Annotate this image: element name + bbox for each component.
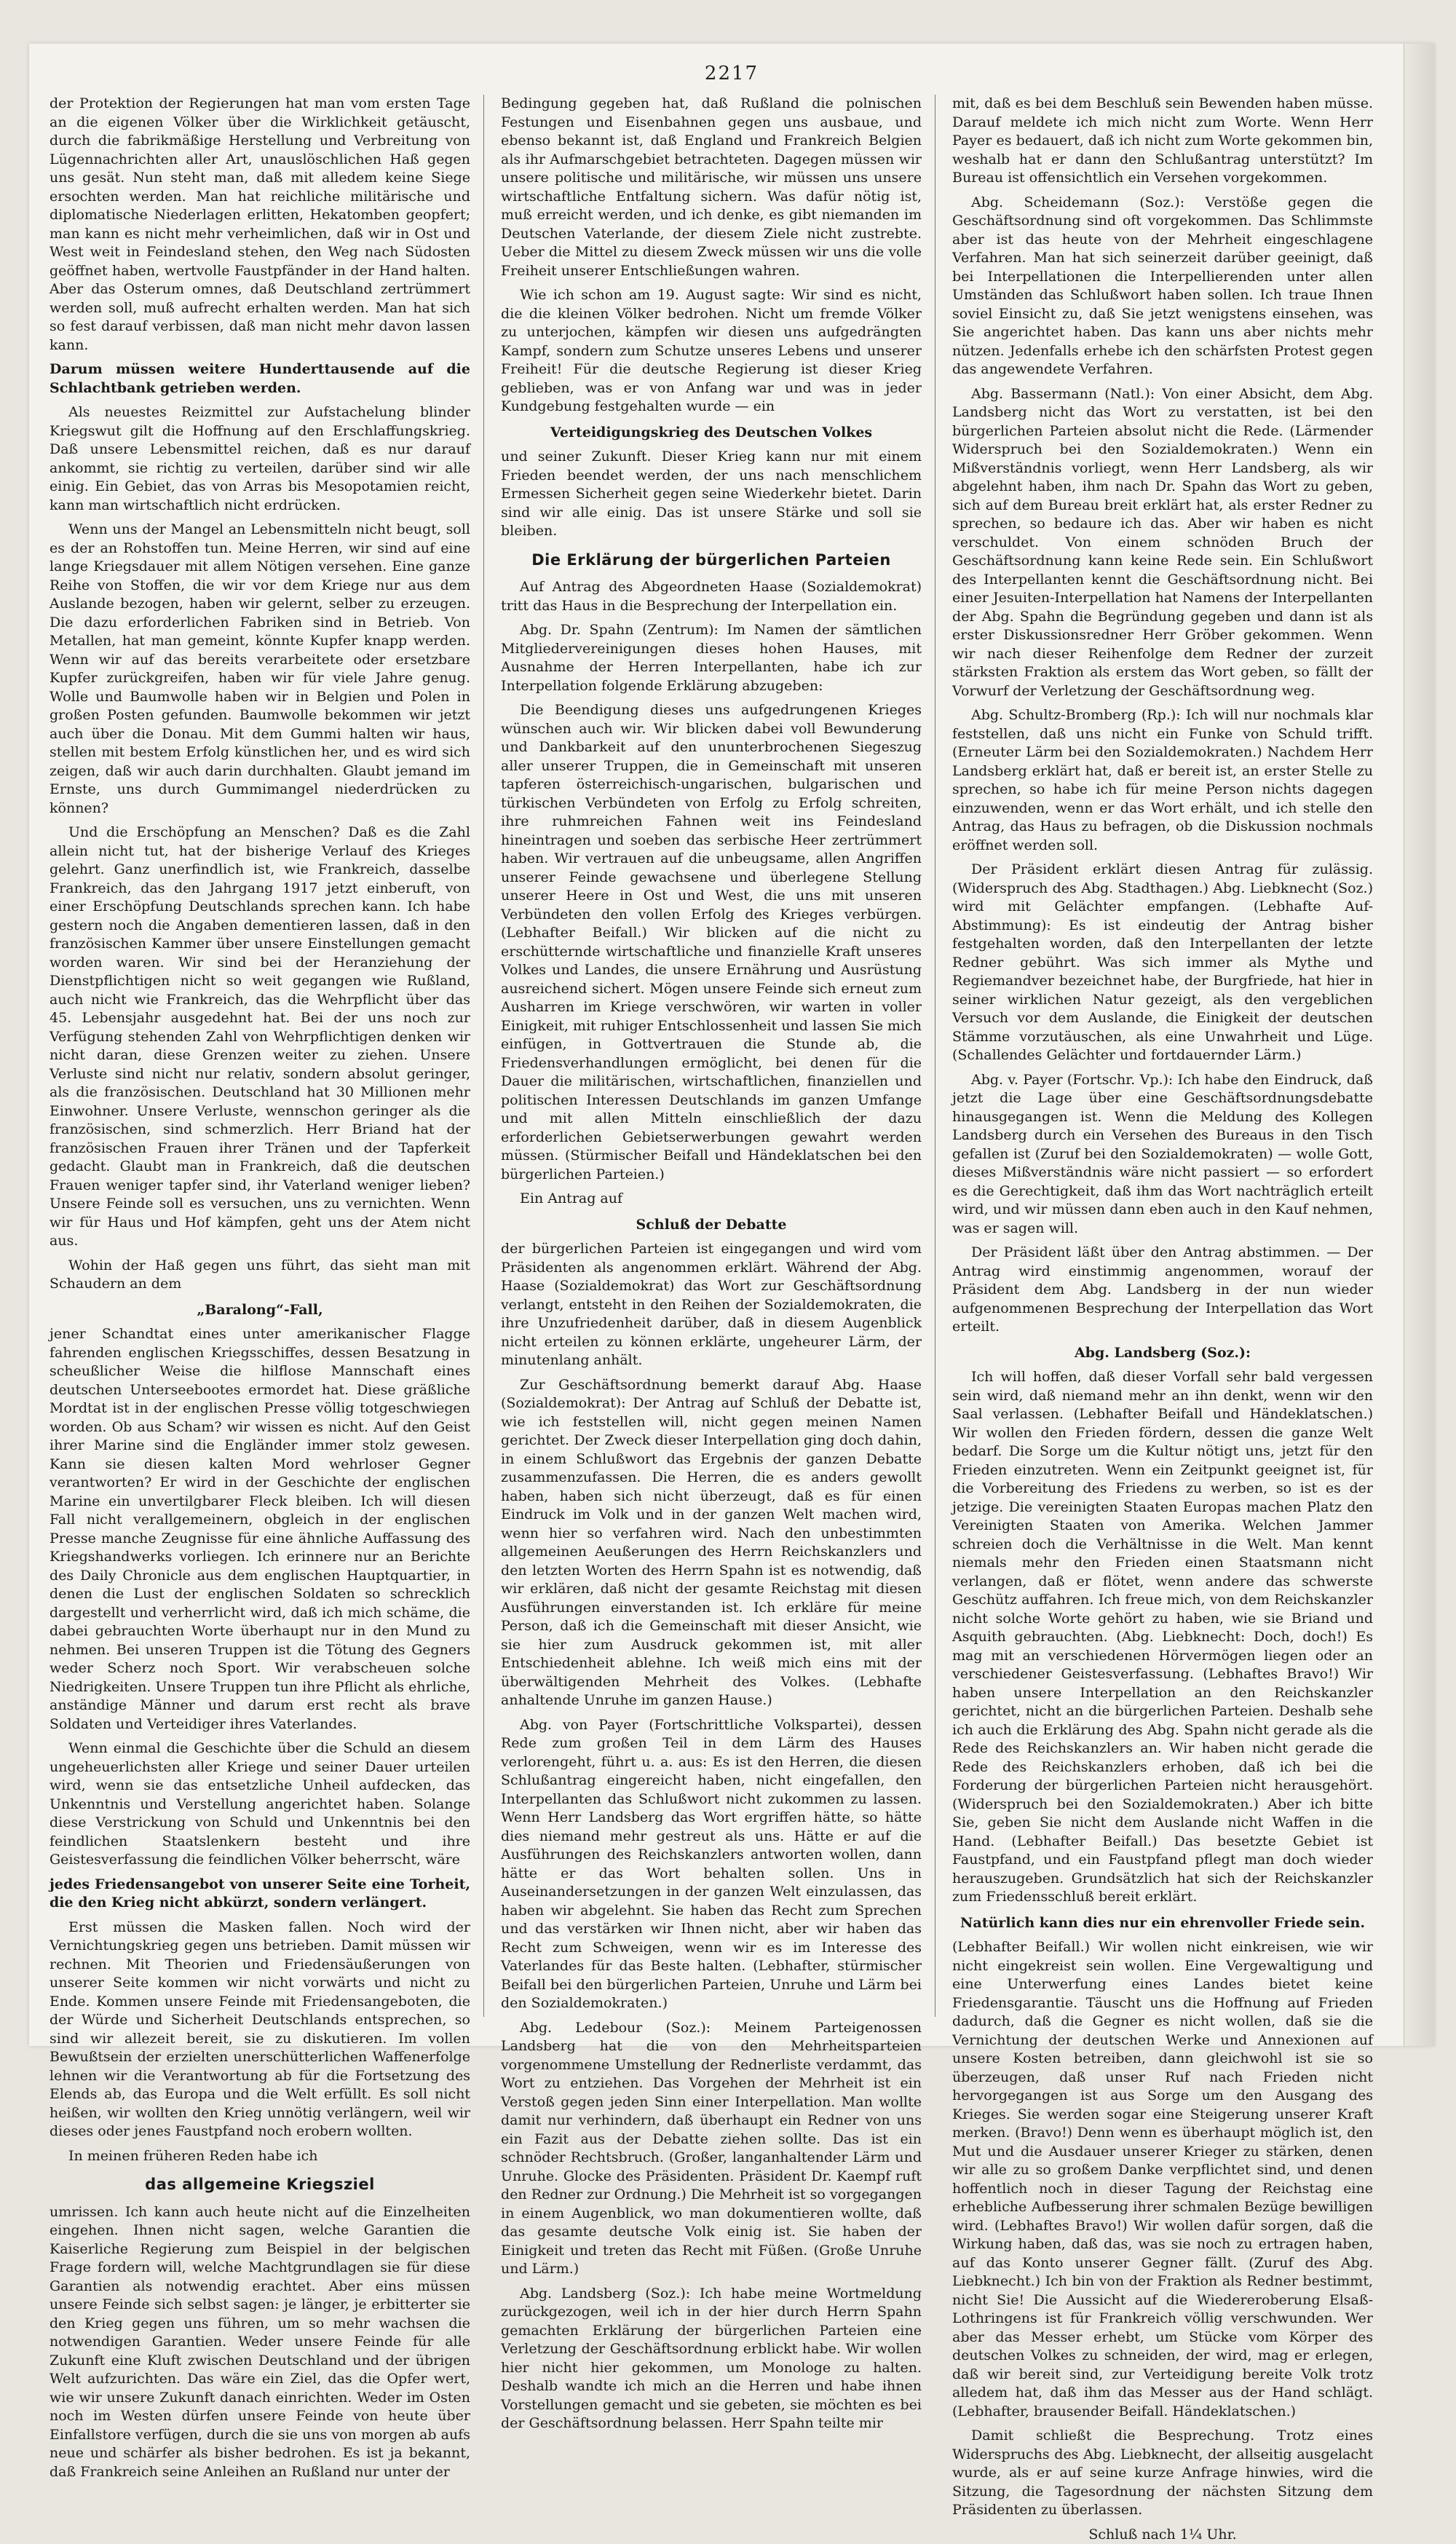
paragraph: umrissen. Ich kann auch heute nicht auf die Einzelheiten eingehen. Ihnen nicht sagen, welche Garantien die Kaiserliche Regierung zum Beispiel in der belgischen Frage fordern will, welche Machtgrundlagen sie für diese Garantien als notwendig erachtet. Aber eins müssen unsere Feinde sich selbst sagen: je länger, je erbitterter sie den Krieg gegen uns führen, um so mehr wachsen die notwendigen Garantien. Weder unsere Feinde für alle Zukunft eine Kluft zwischen Deutschland und der übrigen Welt aufzurichten. Das wäre ein Ziel, das die Opfer wert, wie wir unsere Zukunft danach einrichten. Weder im Osten noch im Westen dürfen unsere Feinde von heute über Einfallstore verfügen, durch die sie uns von morgen ab aufs neue und schärfer als bisher bedrohen. Es ist ja bekannt, daß Frankreich seine Anleihen an Rußland nur unter der [50,2203,470,2482]
subheading: Darum müssen weitere Hunderttausende auf die Schlachtbank getrieben werden. [50,360,470,398]
paragraph: mit, daß es bei dem Beschluß sein Bewenden haben müsse. Darauf meldete ich mich nicht zum Worte. Wenn Herr Payer es bedauert, daß ich nicht zum Worte gekommen bin, weshalb hat er dann den Schlußantrag unterstützt? Im Bureau ist offensichtlich ein Versehen vorgekommen. [952,95,1373,188]
section-heading: Verteidigungskrieg des Deutschen Volkes [501,424,922,443]
newspaper-page [29,44,1434,2046]
paragraph: und seiner Zukunft. Dieser Krieg kann nur mit einem Frieden beendet werden, der uns nach menschlichem Ermessen Sicherheit gegen seine Wiederkehr bietet. Darin sind wir alle einig. Das ist unsere Stärke und soll sie bleiben. [501,448,922,541]
paragraph: Und die Erschöpfung an Menschen? Daß es die Zahl allein nicht tut, hat der bisherige Verlauf des Krieges gelehrt. Ganz unerfindlich ist, wie Frankreich, dasselbe Frankreich, das den Jahrgang 1917 jetzt einberuft, von einer Erschöpfung Deutschlands sprechen kann. Ich habe gestern noch die Angaben dementieren lassen, daß in den französischen Kammer über unsere Einstellungen gemacht worden waren. Wir sind bei der Heranziehung der Dienstpflichtigen nicht so weit gegangen wie Rußland, auch nicht wie Frankreich, das die Wehrpflicht über das 45. Lebensjahr ausgedehnt hat. Bei der uns noch zur Verfügung stehenden Zahl von Wehrpflichtigen denken wir nicht daran, diese Grenzen weiter zu ziehen. Unsere Verluste sind nicht nur relativ, sondern absolut geringer, als die französischen. Deutschland hat 30 Millionen mehr Einwohner. Unsere Verluste, wennschon geringer als die französischen, sind schmerzlich. Herr Briand hat der französischen Frauen ihrer Tränen und der Tapferkeit gedacht. Glaubt man in Frankreich, daß die deutschen Frauen weniger tapfer sind, ihr Vaterland weniger lieben? Unsere Feinde soll es versuchen, uns zu vernichten. Wenn wir für Haus und Hof kämpfen, geht uns der Atem nicht aus. [50,823,470,1251]
paragraph: Damit schließt die Besprechung. Trotz eines Widerspruchs des Abg. Liebknecht, der allseitig ausgelacht wurde, als er auf seine kurze Anfrage hinwies, wird die Sitzung, die Tagesordnung der nächsten Sitzung dem Präsidenten zu überlassen. [952,2427,1373,2520]
paragraph: Wenn einmal die Geschichte über die Schuld an diesem ungeheuerlichsten aller Kriege und seiner Dauer urteilen wird, wenn sie das entsetzliche Unheil aufdecken, das Unkenntnis und Verstellung angerichtet haben. Solange diese Verstrickung von Schuld und Unkenntnis bei den feindlichen Staatslenkern besteht und ihre Geistesverfassung die feindlichen Völker beherrscht, wäre [50,1739,470,1870]
paragraph: Ein Antrag auf [501,1190,922,1209]
paragraph: Wohin der Haß gegen uns führt, das sieht man mit Schaudern an dem [50,1257,470,1294]
section-heading: Natürlich kann dies nur ein ehrenvoller Friede sein. [952,1914,1373,1933]
paragraph: Abg. Schultz-Bromberg (Rp.): Ich will nur nochmals klar feststellen, daß uns nicht ein Funke von Schuld trifft. (Erneuter Lärm bei den Sozialdemokraten.) Nachdem Herr Landsberg erklärt hat, daß er bereit ist, an erster Stelle zu sprechen, so habe ich für meine Person nichts dagegen einzuwenden, wenn er das Wort erhält, und ich stelle den Antrag, das Haus zu befragen, ob die Diskussion nochmals eröffnet werden soll. [952,706,1373,855]
paragraph: Wenn uns der Mangel an Lebensmitteln nicht beugt, soll es der an Rohstoffen tun. Meine Herren, wir sind auf eine lange Kriegsdauer mit allem Nötigen versehen. Eine ganze Reihe von Stoffen, die wir vor dem Kriege nur aus dem Auslande bezogen, haben wir gelernt, selber zu erzeugen. Die dazu erforderlichen Fabriken sind in Betrieb. Von Metallen, hat man gemeint, könnte Kupfer knapp werden. Wenn wir auf das bereits verarbeitete oder ersetzbare Kupfer zurückgreifen, haben wir für viele Jahre genug. Wolle und Baumwolle haben wir in Belgien und Polen in großen Posten gefunden. Baumwolle bekommen wir jetzt auch über die Donau. Mit dem Gummi halten wir haus, stellen mit bestem Erfolg künstlichen her, und es wird sich zeigen, daß wir auch darin durchhalten. Glaubt jemand im Ernste, uns durch Gummimangel niederdrücken zu können? [50,521,470,818]
section-heading: Schluß der Debatte [501,1216,922,1235]
paragraph: (Lebhafter Beifall.) Wir wollen nicht einkreisen, wie wir nicht eingekreist sein wollen. Eine Vergewaltigung und eine Unterwerfung eines Landes bietet keine Friedensgarantie. Täuscht uns die Hoffnung auf Frieden dadurch, daß die Gegner es nicht wollen, daß sie die Vernichtung der deutschen Werke und Annexionen auf unsere Kosten betreiben, dann gleichwohl ist sie so überzeugen, daß unser Ruf nach Frieden nicht hervorgegangen ist aus Sorge um den Ausgang des Krieges. Sie werden sogar eine Steigerung unserer Kraft merken. (Bravo!) Denn wenn es überhaupt möglich ist, den Mut und die Ausdauer unserer Krieger zu stärken, denen wir alle zu so großem Danke verpflichtet sind, und denen hoffentlich noch in dieser Tagung der Reichstag eine erhebliche Aufbesserung ihrer schmalen Bezüge bewilligen wird. (Lebhaftes Bravo!) Wir wollen dafür sorgen, daß die Wirkung haben, daß das, was sie noch zu ertragen haben, auf das Konto unserer Gegner fällt. (Zuruf des Abg. Liebknecht.) Ich bin von der Fraktion als Redner bestimmt, nicht Sie! Die Aussicht auf die Wiedereroberung Elsaß-Lothringens ist für Frankreich völlig verschwunden. Wer aber das Messer erhebt, um Stücke vom Körper des deutschen Volkes zu schneiden, der wird, mag er erlegen, daß wir bereit sind, zur Verteidigung bereite Volk trotz alledem hat, daß ihm das Messer aus der Hand schlägt. (Lebhafter, brausender Beifall. Händeklatschen.) [952,1938,1373,2421]
section-heading: Abg. Landsberg (Soz.): [952,1344,1373,1363]
paragraph: Abg. Ledebour (Soz.): Meinem Parteigenossen Landsberg hat die von den Mehrheitsparteien vorgenommene Umstellung der Rednerliste verdammt, das Wort zu entziehen. Das Vorgehen der Mehrheit ist ein Verstoß gegen jeden Sinn einer Interpellation. Man wollte damit nur verhindern, daß überhaupt ein Redner von uns ein Fazit aus der Debatte ziehen sollte. Das ist ein schnöder Rechtsbruch. (Großer, langanhaltender Lärm und Unruhe. Glocke des Präsidenten. Präsident Dr. Kaempf ruft den Redner zur Ordnung.) Die Mehrheit ist so vorgegangen in einem Augenblick, wo man dokumentieren wollte, daß das gesamte deutsche Volk einig ist. Sie haben der Einigkeit und treten das Recht mit Füßen. (Große Unruhe und Lärm.) [501,2019,922,2279]
paragraph: Wie ich schon am 19. August sagte: Wir sind es nicht, die die kleinen Völker bedrohen. Nicht um fremde Völker zu unterjochen, kämpfen wir diesen uns aufgedrängten Kampf, sondern zum Schutze unseres Lebens und unserer Freiheit! Für die deutsche Regierung ist dieser Krieg geblieben, was er von Anfang war und was in jeder Kundgebung festgehalten wurde — ein [501,286,922,416]
paragraph: Abg. Dr. Spahn (Zentrum): Im Namen der sämtlichen Mitgliedervereinigungen dieses hohen Hauses, mit Ausnahme der Herren Interpellanten, habe ich zur Interpellation folgende Erklärung abzugeben: [501,621,922,695]
closing-line: Schluß nach 1¼ Uhr. [952,2526,1373,2544]
paragraph: Der Präsident erklärt diesen Antrag für zulässig. (Widerspruch des Abg. Stadthagen.) Abg. Liebknecht (Soz.) wird mit Gelächter empfangen. (Lebhafte Auf-Abstimmung): Es ist eindeutig der Antrag bisher festgehalten worden, daß den Interpellanten der letzte Redner gebührt. Was sich immer als Mythe und Regiemandver bezeichnet habe, der Burgfriede, hat hier in seiner wirklichen Natur gezeigt, als den vergeblichen Versuch vor dem Auslande, die Einigkeit der deutschen Stämme vorzutäuschen, als eine Unwahrheit und Lüge. (Schallendes Gelächter und fortdauernder Lärm.) [952,861,1373,1065]
paragraph: Die Beendigung dieses uns aufgedrungenen Krieges wünschen auch wir. Wir blicken dabei voll Bewunderung und Dankbarkeit auf den ununterbrochenen Siegeszug aller unserer Truppen, die in Gemeinschaft mit unseren tapferen österreichisch-ungarischen, bulgarischen und türkischen Verbündeten von Erfolg zu Erfolg schreiten, ihre ruhmreichen Fahnen weit ins Feindesland hineintragen und soeben das serbische Heer zertrümmert haben. Wir vertrauen auf die unbeugsame, allen Angriffen unserer Feinde gewachsene und überlegene Stellung unserer Heere in Ost und West, die uns mit unseren Verbündeten den vollen Erfolg des Krieges verbürgen. (Lebhafter Beifall.) Wir blicken auf die nicht zu erschütternde wirtschaftliche und finanzielle Kraft unseres Volkes und Landes, die unsere Ernährung und Ausrüstung ausreichend sichert. Mögen unsere Feinde sich erneut zum Ausharren im Kriege verschwören, wir warten in voller Einigkeit, mit ruhiger Entschlossenheit und lassen Sie mich einfügen, in Gottvertrauen die Stunde ab, die Friedensverhandlungen ermöglicht, bei denen für die Dauer die militärischen, wirtschaftlichen, finanziellen und politischen Interessen Deutschlands im ganzen Umfange und mit allen Mitteln einschließlich der dazu erforderlichen Gebietserwerbungen gewahrt werden müssen. (Stürmischer Beifall und Händeklatschen bei den bürgerlichen Parteien.) [501,701,922,1184]
paragraph: Bedingung gegeben hat, daß Rußland die polnischen Festungen und Eisenbahnen gegen uns ausbaue, und ebenso bekannt ist, daß England und Frankreich Belgien als ihr Aufmarschgebiet betrachteten. Dagegen müssen wir unsere politische und militärische, wir müssen uns unsere wirtschaftliche Entfaltung sichern. Was dafür nötig ist, muß erreicht werden, und ich denke, es gibt niemanden im Deutschen Vaterlande, der diesem Ziele nicht zustrebte. Ueber die Mittel zu diesem Zweck müssen wir uns die volle Freiheit unserer Entschließungen wahren. [501,95,922,280]
column-3 [952,95,1373,2017]
page-edge [1404,44,1435,2046]
paragraph: jener Schandtat eines unter amerikanischer Flagge fahrenden englischen Kriegsschiffes, dessen Besatzung in scheußlicher Weise die hilflose Mannschaft eines deutschen Unterseebootes ermordet hat. Diese gräßliche Mordtat ist in der englischen Presse völlig totgeschwiegen worden. Ob aus Scham? wir wissen es nicht. Auf den Geist ihrer Marine sind die Engländer immer stolz gewesen. Kann sie diesen kalten Mord wehrloser Gegner verantworten? Er wird in der Geschichte der englischen Marine ein unvertilgbarer Fleck bleiben. Ich will diesen Fall nicht verallgemeinern, obgleich in der englischen Presse manche Zeugnisse für eine ähnliche Auffassung des Kriegshandwerks vorliegen. Ich erinnere nur an Berichte des Daily Chronicle aus dem englischen Hauptquartier, in denen die Lust der englischen Soldaten so schrecklich dargestellt und verherrlicht wird, daß ich mich schäme, die dabei gebrauchten Worte überhaupt nur in den Mund zu nehmen. Bei unseren Truppen ist die Tötung des Gegners weder Scherz noch Sport. Wir verabscheuen solche Niedrigkeiten. Unsere Truppen tun ihre Pflicht als ehrliche, anständige Männer und darum erst recht als brave Soldaten und Verteidiger ihres Vaterlandes. [50,1325,470,1734]
paragraph: Zur Geschäftsordnung bemerkt darauf Abg. Haase (Sozialdemokrat): Der Antrag auf Schluß der Debatte ist, wie ich feststellen will, nicht gegen meinen Namen gerichtet. Der Zweck dieser Interpellation ging doch dahin, in einem Schlußwort das Ergebnis der ganzen Debatte zusammenzufassen. Die Herren, die es anders gewollt haben, haben sich nicht überzeugt, daß es für einen Eindruck im Volk und in der ganzen Welt machen wird, wenn hier so verfahren wird. Nach den unbestimmten allgemeinen Aeußerungen des Herrn Reichskanzlers und den letzten Worten des Herrn Spahn ist es notwendig, daß wir erklären, daß nicht der gesamte Reichstag mit diesen Ausführungen einverstanden ist. Ich erkläre für meine Person, daß ich die Gemeinschaft mit dieser Ansicht, wie sie hier zum Ausdruck gekommen ist, mit aller Entschiedenheit ablehne. Ich weiß mich eins mit der überwältigenden Mehrheit des Volkes. (Lebhafte anhaltende Unruhe im ganzen Hause.) [501,1376,922,1710]
column-divider [483,95,484,2017]
paragraph: Abg. v. Payer (Fortschr. Vp.): Ich habe den Eindruck, daß jetzt die Lage über eine Geschäftsordnungsdebatte hinausgegangen ist. Wenn die Meldung des Kollegen Landsberg durch ein Versehen des Bureaus in den Tisch gefallen ist (Zuruf bei den Sozialdemokraten) — wolle Gott, dieses Mißverständnis wäre nicht passiert — so erfordert es die Gerechtigkeit, daß ihm das Wort nachträglich erteilt wird, und wir müssen dann eben auch in den Kauf nehmen, was er sagen will. [952,1071,1373,1239]
page-number: 2217 [29,63,1434,84]
paragraph: Als neuestes Reizmittel zur Aufstachelung blinder Kriegswut gilt die Hoffnung auf den Erschlaffungskrieg. Daß unsere Lebensmittel reichen, daß es nur darauf ankommt, sie richtig zu verteilen, darüber sind wir alle einig. Ein Gebiet, das von Arras bis Mesopotamien reicht, kann man wirtschaftlich nicht erdrücken. [50,403,470,515]
section-heading: das allgemeine Kriegsziel [50,2176,470,2195]
paragraph: der Protektion der Regierungen hat man vom ersten Tage an die eigenen Völker über die Wirklichkeit getäuscht, durch die fabrikmäßige Herstellung und Verbreitung von Lügennachrichten aller Art, unauslöschlichen Haß gegen uns gesät. Nun steht man, daß mit alledem keine Siege ersochten werden. Man hat reichliche militärische und diplomatische Niederlagen erlitten, Hekatomben geopfert; man kann es nicht mehr verheimlichen, daß wir in Ost und West weit in Feindesland stehen, den Weg nach Südosten geöffnet haben, wertvolle Faustpfänder in der Hand halten. Aber das Osterum omnes, daß Deutschland zertrümmert werden soll, muß aufrecht erhalten werden. Man hat sich so fest darauf verbissen, daß man nicht mehr davon lassen kann. [50,95,470,355]
paragraph: Erst müssen die Masken fallen. Noch wird der Vernichtungskrieg gegen uns betrieben. Damit müssen wir rechnen. Mit Theorien und Friedensäußerungen von unserer Seite kommen wir nicht vorwärts und nicht zu Ende. Kommen unsere Feinde mit Friedensangeboten, die der Würde und Sicherheit Deutschlands entsprechen, so sind wir allezeit bereit, sie zu diskutieren. Im vollen Bewußtsein der erzielten unerschütterlichen Waffenerfolge lehnen wir die Verantwortung ab für die Fortsetzung des Elends ab, das Europa und die Welt erfüllt. Es soll nicht heißen, wir wollten den Krieg unnötig verlängern, weil wir dieses oder jenes Faustpfand noch erobern wollten. [50,1919,470,2141]
paragraph: Auf Antrag des Abgeordneten Haase (Sozialdemokrat) tritt das Haus in die Besprechung der Interpellation ein. [501,578,922,615]
paragraph: Abg. Landsberg (Soz.): Ich habe meine Wortmeldung zurückgezogen, weil ich in der hier durch Herrn Spahn gemachten Erklärung der bürgerlichen Parteien eine Verletzung der Geschäftsordnung erblickt habe. Wir wollen hier nicht hier gekommen, um Monologe zu halten. Deshalb wandte ich mich an die Herren und habe ihnen Vorstellungen gemacht und sie gebeten, sie möchten es bei der Geschäftsordnung belassen. Herr Spahn teilte mir [501,2285,922,2433]
subheading: jedes Friedensangebot von unserer Seite eine Torheit, die den Krieg nicht abkürzt, sondern verlängert. [50,1876,470,1913]
paragraph: Abg. von Payer (Fortschrittliche Volkspartei), dessen Rede zum großen Teil in dem Lärm des Hauses verlorengeht, führt u. a. aus: Es ist den Herren, die diesen Schlußantrag eingereicht haben, nicht eingefallen, den Interpellanten das Schlußwort nicht zukommen zu lassen. Wenn Herr Landsberg das Wort ergriffen hätte, so hätte dies niemand mehr gestreut als uns. Hätte er auf die Ausführungen des Reichskanzlers antworten wollen, dann hätte er das Wort behalten sollen. Uns in Auseinandersetzungen in der ganzen Welt einzulassen, das haben wir abgelehnt. Sie haben das Recht zum Sprechen und das verstärken wir Ihnen nicht, aber wir haben das Recht zum Schweigen, wenn wir es im Interesse des Vaterlandes für das Beste halten. (Lebhafter, stürmischer Beifall bei den bürgerlichen Parteien, Unruhe und Lärm bei den Sozialdemokraten.) [501,1716,922,2013]
column-2 [501,95,922,2017]
paragraph: In meinen früheren Reden habe ich [50,2147,470,2166]
paragraph: Abg. Scheidemann (Soz.): Verstöße gegen die Geschäftsordnung sind oft vorgekommen. Das Schlimmste aber ist das heute von der Mehrheit eingeschlagene Verfahren. Man hat sich seinerzeit darüber geeinigt, daß bei Interpellationen die Interpellierenden unter allen Umständen das Schlußwort haben sollen. Ich traue Ihnen soviel Einsicht zu, daß Sie jetzt wenigstens einsehen, was Sie angerichtet haben. Das kann uns aber nichts mehr nützen. Jedenfalls erhebe ich den schärfsten Protest gegen das angewendete Verfahren. [952,194,1373,379]
paragraph: Abg. Bassermann (Natl.): Von einer Absicht, dem Abg. Landsberg nicht das Wort zu verstatten, ist bei den bürgerlichen Parteien absolut nicht die Rede. (Lärmender Widerspruch bei den Sozialdemokraten.) Wenn ein Mißverständnis vorliegt, wenn Herr Landsberg, als wir abgelehnt haben, ihm nach Dr. Spahn das Wort zu geben, sich auf dem Bureau breit erklärt hat, als erster Redner zu sprechen, so bedaure ich das. Aber wir haben es nicht verschuldet. Von einem schnöden Bruch der Geschäftsordnung kann keine Rede sein. Ein Schlußwort des Interpellanten kennt die Geschäftsordnung nicht. Bei einer Jesuiten-Interpellation hat Namens der Interpellanten der Abg. Spahn die Begründung gegeben und dann ist als erster Diskussionsredner Herr Gröber gekommen. Wenn wir nach dieser Reihenfolge dem Redner der zurzeit stärksten Fraktion als erstem das Wort geben, so fällt der Vorwurf der Verletzung der Geschäftsordnung weg. [952,385,1373,701]
section-heading: „Baralong“-Fall, [50,1301,470,1320]
section-heading: Die Erklärung der bürgerlichen Parteien [501,551,922,570]
paragraph: Der Präsident läßt über den Antrag abstimmen. — Der Antrag wird einstimmig angenommen, worauf der Präsident dem Abg. Landsberg in der nun wieder aufgenommenen Besprechung der Interpellation das Wort erteilt. [952,1244,1373,1337]
column-1 [50,95,470,2017]
paragraph: Ich will hoffen, daß dieser Vorfall sehr bald vergessen sein wird, daß niemand mehr an ihn denkt, wenn wir den Saal verlassen. (Lebhafter Beifall und Händeklatschen.) Wir wollen den Frieden fördern, dessen die ganze Welt bedarf. Die Sorge um die Kultur nötigt uns, jetzt für den Frieden einzutreten. Wenn ein Zeitpunkt geeignet ist, für die Vorbereitung des Friedens zu werben, so ist es der jetzige. Die vereinigten Staaten Europas machen Platz den Vereinigten Staaten von Amerika. Welchen Jammer schreien doch die Verhältnisse in die Welt. Man kennt niemals mehr den Frieden einen Staatsmann nicht verlangen, daß er flötet, wenn andere das schwerste Geschütz auffahren. Ich freue mich, von dem Reichskanzler nicht solche Worte gehört zu haben, wie sie Briand und Asquith gebrauchten. (Abg. Liebknecht: Doch, doch!) Es mag mit an verschiedenen Hörvermögen liegen oder an verschiedener Geistesverfassung. (Lebhaftes Bravo!) Wir haben unsere Interpellation an den Reichskanzler gerichtet, nicht an die bürgerlichen Parteien. Deshalb sehe ich auch die Erklärung des Abg. Spahn nicht gerade als die Rede des Reichskanzlers an. Wir haben nicht gerade die Rede des Reichskanzlers erhoben, daß ich bei die Forderung der bürgerlichen Parteien nicht herausgehört. (Widerspruch bei den Sozialdemokraten.) Aber ich bitte Sie, geben Sie nicht dem Auslande nicht Waffen in die Hand. (Lebhafter Beifall.) Das besetzte Gebiet ist Faustpfand, und ein Faustpfand pflegt man doch wieder herauszugeben. Grundsätzlich hat sich der Reichskanzler zum Friedensschluß bereit erklärt. [952,1368,1373,1907]
paragraph: der bürgerlichen Parteien ist eingegangen und wird vom Präsidenten als angenommen erklärt. Während der Abg. Haase (Sozialdemokrat) das Wort zur Geschäftsordnung verlangt, entsteht in den Reihen der Sozialdemokraten, die ihre Unzufriedenheit darüber, daß in diesem Augenblick nicht erteilen zu können erklärte, ungeheurer Lärm, der minutenlang anhält. [501,1240,922,1370]
